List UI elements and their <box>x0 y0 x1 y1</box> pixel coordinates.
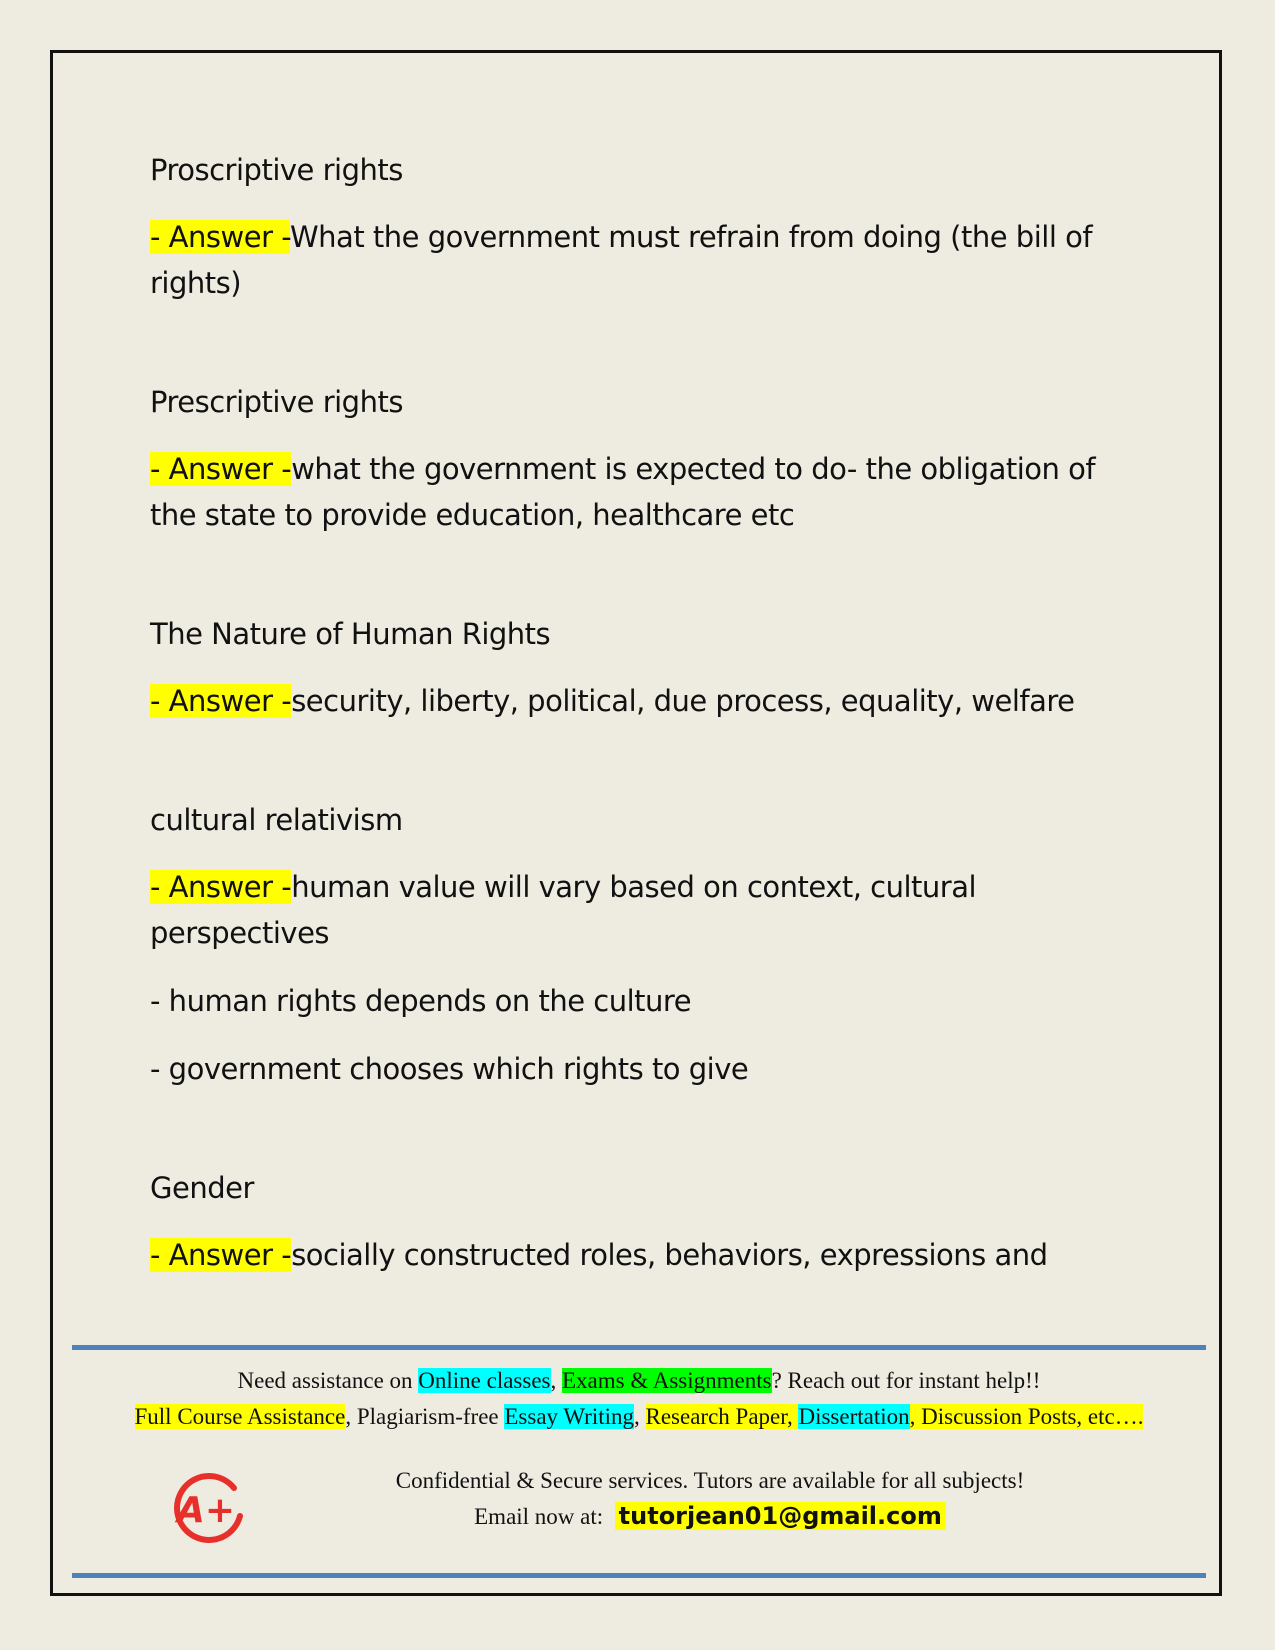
qa-list <box>150 150 1130 1354</box>
answer-body: security, liberty, political, due process, equality, welfare <box>291 684 1075 718</box>
footer-text: , <box>550 1368 562 1393</box>
question-text: Gender <box>150 1171 254 1205</box>
question-text: cultural relativism <box>150 803 403 837</box>
footer-text: , Plagiarism-free <box>345 1404 505 1429</box>
answer-body: human value will vary based on context, cultural perspectives <box>150 870 977 950</box>
essay-writing-highlight: Essay Writing <box>504 1404 634 1429</box>
svg-text:A+: A+ <box>176 1490 236 1531</box>
answer-text <box>150 864 1130 956</box>
answer-label: - Answer - <box>150 452 292 486</box>
full-course-highlight: Full Course Assistance <box>134 1404 346 1429</box>
answer-text <box>150 214 1130 306</box>
answer-label: - Answer - <box>150 1238 292 1272</box>
answer-text <box>150 678 1130 724</box>
question-text: The Nature of Human Rights <box>150 617 551 651</box>
email-address[interactable]: tutorjean01@gmail.com <box>615 1502 946 1530</box>
qa-item <box>150 1168 1130 1278</box>
exams-assignments-highlight: Exams & Assignments <box>562 1368 772 1393</box>
footer-text: ? Reach out for instant help!! <box>771 1368 1041 1393</box>
dissertation-highlight: Dissertation <box>798 1404 910 1429</box>
footer-rule-bottom <box>72 1573 1206 1578</box>
answer-body: socially constructed roles, behaviors, expressions and <box>291 1238 1048 1272</box>
discussion-posts-highlight: , Discussion Posts, etc…. <box>909 1404 1144 1429</box>
email-line <box>210 1502 1210 1530</box>
footer-line-offerings <box>72 1404 1206 1430</box>
answer-body: What the government must refrain from doing (the bill of rights) <box>150 220 1093 300</box>
answer-body: what the government is expected to do- the obligation of the state to provide education, healthcare etc <box>150 452 1096 532</box>
answer-extra-line: - government chooses which rights to give <box>150 1052 749 1086</box>
answer-text <box>150 1232 1130 1278</box>
qa-item <box>150 800 1130 1092</box>
footer-text: , <box>634 1404 646 1429</box>
answer-label: - Answer - <box>150 220 290 254</box>
footer-line-services <box>72 1368 1206 1394</box>
footer-rule-top <box>72 1345 1206 1350</box>
email-label: Email now at: <box>474 1504 604 1529</box>
answer-label: - Answer - <box>150 684 292 718</box>
qa-item <box>150 614 1130 724</box>
qa-item <box>150 150 1130 306</box>
answer-extra-line: - human rights depends on the culture <box>150 984 692 1018</box>
question-text: Proscriptive rights <box>150 153 403 187</box>
confidential-line: Confidential & Secure services. Tutors are available for all subjects! <box>395 1468 1025 1493</box>
question-text: Prescriptive rights <box>150 385 403 419</box>
answer-text <box>150 446 1130 538</box>
footer-text: Need assistance on <box>237 1368 419 1393</box>
online-classes-highlight: Online classes <box>418 1368 551 1393</box>
answer-label: - Answer - <box>150 870 292 904</box>
research-paper-highlight: Research Paper, <box>645 1404 799 1429</box>
qa-item <box>150 382 1130 538</box>
